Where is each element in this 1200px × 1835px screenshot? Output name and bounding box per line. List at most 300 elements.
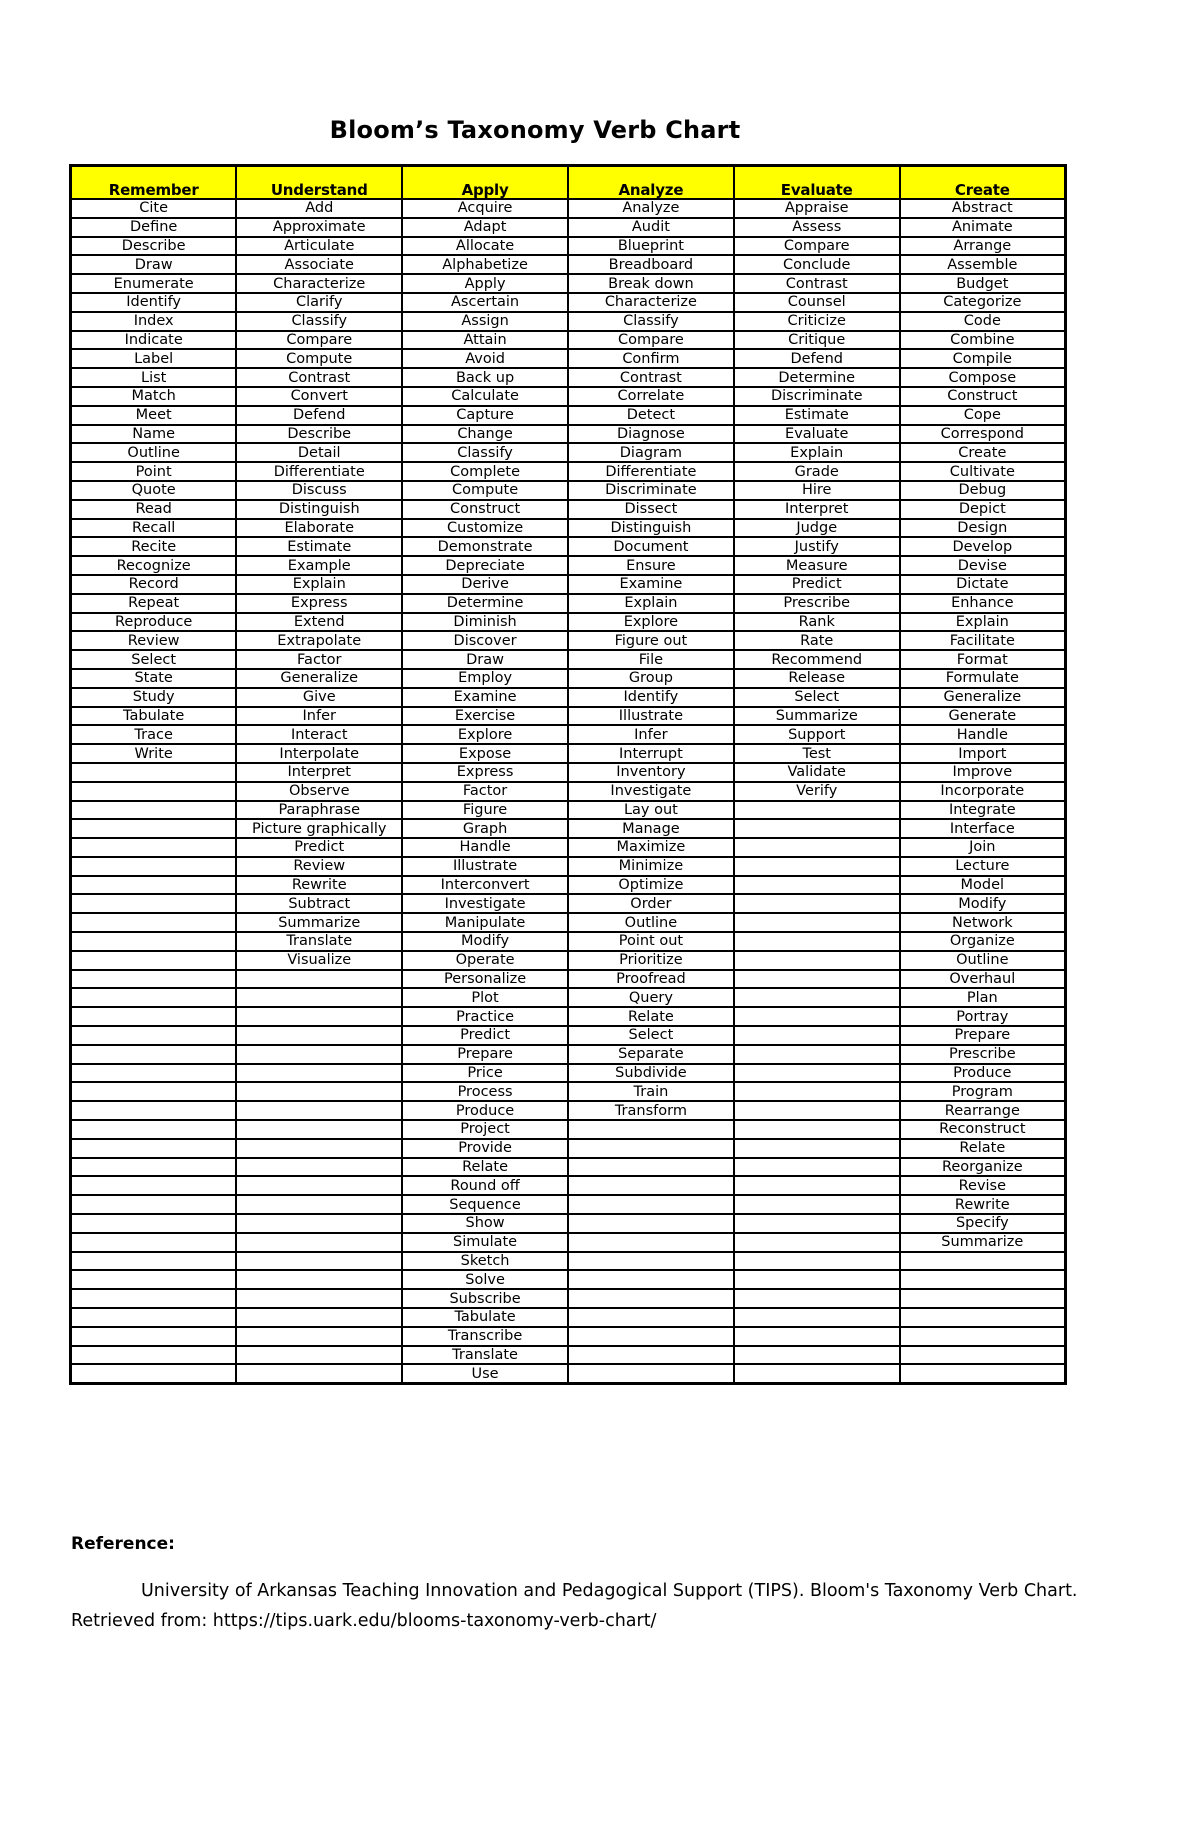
table-cell — [71, 763, 237, 782]
table-row — [71, 782, 1066, 801]
table-cell: Verify — [734, 782, 900, 801]
table-cell: Figure out — [568, 631, 734, 650]
table-row — [71, 1364, 1066, 1383]
table-cell: Facilitate — [900, 631, 1066, 650]
table-cell: Classify — [568, 312, 734, 331]
table-cell: Generalize — [236, 669, 402, 688]
table-cell — [71, 857, 237, 876]
table-row — [71, 237, 1066, 256]
table-cell: Infer — [568, 725, 734, 744]
table-cell — [734, 1120, 900, 1139]
table-cell: Group — [568, 669, 734, 688]
table-cell: Exercise — [402, 707, 568, 726]
table-cell: Practice — [402, 1007, 568, 1026]
table-cell: Reproduce — [71, 613, 237, 632]
table-row — [71, 801, 1066, 820]
table-cell — [71, 1327, 237, 1346]
table-cell: Cope — [900, 406, 1066, 425]
table-cell: Import — [900, 744, 1066, 763]
table-cell: Appraise — [734, 199, 900, 218]
table-cell — [734, 1045, 900, 1064]
table-cell: Interconvert — [402, 876, 568, 895]
table-cell: Prescribe — [734, 594, 900, 613]
table-cell: Critique — [734, 331, 900, 350]
table-cell: Point out — [568, 932, 734, 951]
table-cell: Rearrange — [900, 1101, 1066, 1120]
table-cell: Demonstrate — [402, 537, 568, 556]
table-cell: Modify — [402, 932, 568, 951]
table-row — [71, 293, 1066, 312]
table-cell — [71, 801, 237, 820]
column-header-create: Create — [900, 166, 1066, 200]
table-cell: Abstract — [900, 199, 1066, 218]
table-cell — [734, 876, 900, 895]
table-cell — [568, 1195, 734, 1214]
table-row — [71, 1026, 1066, 1045]
reference-citation: University of Arkansas Teaching Innovation and Pedagogical Support (TIPS). Bloom's Taxonomy Verb Chart. Retrieved from: https://tips.uark.edu/blooms-taxonomy-verb-chart/ — [71, 1581, 1078, 1631]
table-cell: Compare — [568, 331, 734, 350]
table-cell — [734, 1346, 900, 1365]
table-row — [71, 255, 1066, 274]
table-cell — [568, 1158, 734, 1177]
table-cell: Change — [402, 425, 568, 444]
table-row — [71, 988, 1066, 1007]
table-cell: Relate — [568, 1007, 734, 1026]
table-row — [71, 462, 1066, 481]
table-cell: Subdivide — [568, 1064, 734, 1083]
table-cell — [568, 1327, 734, 1346]
table-cell: Point — [71, 462, 237, 481]
table-row — [71, 312, 1066, 331]
table-cell: Modify — [900, 894, 1066, 913]
table-cell: Capture — [402, 406, 568, 425]
table-cell — [236, 988, 402, 1007]
table-cell: Release — [734, 669, 900, 688]
table-cell: Differentiate — [568, 462, 734, 481]
table-cell: Name — [71, 425, 237, 444]
table-cell — [236, 1120, 402, 1139]
table-cell: Expose — [402, 744, 568, 763]
table-cell: Construct — [900, 387, 1066, 406]
table-cell: List — [71, 368, 237, 387]
table-cell: Interpret — [734, 500, 900, 519]
table-cell: Compare — [236, 331, 402, 350]
table-row — [71, 425, 1066, 444]
table-cell: Grade — [734, 462, 900, 481]
table-cell: Join — [900, 838, 1066, 857]
table-cell: Reorganize — [900, 1158, 1066, 1177]
table-cell — [568, 1364, 734, 1383]
table-cell: Graph — [402, 819, 568, 838]
table-cell — [71, 1007, 237, 1026]
table-cell: Subtract — [236, 894, 402, 913]
table-cell — [71, 838, 237, 857]
table-cell: Outline — [71, 443, 237, 462]
table-cell: Indicate — [71, 331, 237, 350]
table-cell — [734, 1082, 900, 1101]
table-row — [71, 819, 1066, 838]
table-cell: Estimate — [734, 406, 900, 425]
table-cell — [71, 819, 237, 838]
table-cell: Conclude — [734, 255, 900, 274]
table-cell: Explain — [734, 443, 900, 462]
table-row — [71, 650, 1066, 669]
table-cell: Budget — [900, 274, 1066, 293]
table-cell: Express — [402, 763, 568, 782]
table-row — [71, 1346, 1066, 1365]
table-cell: Develop — [900, 537, 1066, 556]
table-cell: Order — [568, 894, 734, 913]
column-header-apply: Apply — [402, 166, 568, 200]
table-header-row — [71, 166, 1066, 200]
table-cell: Use — [402, 1364, 568, 1383]
table-cell: Produce — [402, 1101, 568, 1120]
table-cell: Outline — [900, 951, 1066, 970]
table-cell: Document — [568, 537, 734, 556]
table-cell: Determine — [734, 368, 900, 387]
table-row — [71, 951, 1066, 970]
table-cell: Hire — [734, 481, 900, 500]
table-cell: Personalize — [402, 970, 568, 989]
table-cell: Produce — [900, 1064, 1066, 1083]
table-cell: Justify — [734, 537, 900, 556]
table-cell — [734, 1101, 900, 1120]
table-cell: Explain — [568, 594, 734, 613]
table-cell: Study — [71, 688, 237, 707]
table-cell: Prescribe — [900, 1045, 1066, 1064]
table-cell — [236, 1270, 402, 1289]
table-cell: Devise — [900, 556, 1066, 575]
table-cell: Operate — [402, 951, 568, 970]
table-row — [71, 1064, 1066, 1083]
table-cell — [236, 1289, 402, 1308]
table-cell: Handle — [900, 725, 1066, 744]
table-row — [71, 199, 1066, 218]
table-cell — [568, 1120, 734, 1139]
table-row — [71, 1214, 1066, 1233]
table-row — [71, 519, 1066, 538]
table-cell: Analyze — [568, 199, 734, 218]
table-cell: Project — [402, 1120, 568, 1139]
table-row — [71, 1176, 1066, 1195]
table-cell: Describe — [236, 425, 402, 444]
table-cell — [568, 1214, 734, 1233]
table-row — [71, 218, 1066, 237]
table-cell: Show — [402, 1214, 568, 1233]
table-cell: Recite — [71, 537, 237, 556]
table-cell — [734, 913, 900, 932]
table-cell: Test — [734, 744, 900, 763]
table-cell — [734, 1139, 900, 1158]
table-cell: Differentiate — [236, 462, 402, 481]
table-cell: Classify — [402, 443, 568, 462]
table-cell: Portray — [900, 1007, 1066, 1026]
table-cell: Counsel — [734, 293, 900, 312]
table-cell: Identify — [71, 293, 237, 312]
table-cell — [734, 1364, 900, 1383]
table-cell — [568, 1252, 734, 1271]
table-cell — [734, 932, 900, 951]
table-row — [71, 537, 1066, 556]
table-cell: Rate — [734, 631, 900, 650]
column-header-remember: Remember — [71, 166, 237, 200]
table-cell: Describe — [71, 237, 237, 256]
table-cell: Convert — [236, 387, 402, 406]
table-cell: Incorporate — [900, 782, 1066, 801]
table-row — [71, 913, 1066, 932]
table-cell: Index — [71, 312, 237, 331]
table-cell — [900, 1270, 1066, 1289]
table-cell: Predict — [402, 1026, 568, 1045]
table-cell: Enumerate — [71, 274, 237, 293]
table-cell — [568, 1233, 734, 1252]
table-cell — [71, 1139, 237, 1158]
table-cell — [71, 1252, 237, 1271]
table-cell: Evaluate — [734, 425, 900, 444]
table-row — [71, 556, 1066, 575]
table-cell: Discover — [402, 631, 568, 650]
table-cell: Illustrate — [568, 707, 734, 726]
table-cell — [71, 1158, 237, 1177]
table-cell — [734, 1233, 900, 1252]
table-cell — [236, 1364, 402, 1383]
table-cell: Detect — [568, 406, 734, 425]
table-cell: Measure — [734, 556, 900, 575]
table-cell: Detail — [236, 443, 402, 462]
table-cell — [236, 1327, 402, 1346]
table-cell: Draw — [402, 650, 568, 669]
table-cell: Debug — [900, 481, 1066, 500]
table-cell: Construct — [402, 500, 568, 519]
table-cell — [568, 1289, 734, 1308]
table-cell: Add — [236, 199, 402, 218]
table-cell: Model — [900, 876, 1066, 895]
table-cell: Back up — [402, 368, 568, 387]
table-cell: Example — [236, 556, 402, 575]
table-cell: Outline — [568, 913, 734, 932]
table-cell: Paraphrase — [236, 801, 402, 820]
table-cell: Depict — [900, 500, 1066, 519]
table-cell: Factor — [402, 782, 568, 801]
table-row — [71, 1252, 1066, 1271]
table-cell: State — [71, 669, 237, 688]
table-cell: Reconstruct — [900, 1120, 1066, 1139]
table-cell: Generate — [900, 707, 1066, 726]
table-cell: Apply — [402, 274, 568, 293]
table-cell: Discriminate — [568, 481, 734, 500]
table-cell: Translate — [236, 932, 402, 951]
table-cell: Tabulate — [71, 707, 237, 726]
table-cell: Organize — [900, 932, 1066, 951]
table-row — [71, 387, 1066, 406]
table-cell: Inventory — [568, 763, 734, 782]
table-cell: Summarize — [236, 913, 402, 932]
table-cell: Translate — [402, 1346, 568, 1365]
table-cell: Assemble — [900, 255, 1066, 274]
table-row — [71, 876, 1066, 895]
table-row — [71, 1082, 1066, 1101]
table-cell: Quote — [71, 481, 237, 500]
table-cell: Defend — [734, 349, 900, 368]
table-cell — [236, 1101, 402, 1120]
table-cell: Illustrate — [402, 857, 568, 876]
table-cell: Recommend — [734, 650, 900, 669]
table-cell: Categorize — [900, 293, 1066, 312]
table-cell: Adapt — [402, 218, 568, 237]
table-cell: Complete — [402, 462, 568, 481]
table-cell — [71, 1346, 237, 1365]
table-cell: Estimate — [236, 537, 402, 556]
table-cell — [71, 1289, 237, 1308]
table-cell — [71, 951, 237, 970]
table-cell: Proofread — [568, 970, 734, 989]
table-cell — [734, 819, 900, 838]
table-cell: Compile — [900, 349, 1066, 368]
table-cell: Optimize — [568, 876, 734, 895]
table-cell: Read — [71, 500, 237, 519]
table-cell: Support — [734, 725, 900, 744]
table-cell — [236, 1346, 402, 1365]
table-cell: Format — [900, 650, 1066, 669]
table-row — [71, 1289, 1066, 1308]
table-row — [71, 1270, 1066, 1289]
table-cell — [71, 894, 237, 913]
table-cell — [900, 1308, 1066, 1327]
table-cell: Distinguish — [236, 500, 402, 519]
table-cell: Examine — [568, 575, 734, 594]
table-cell: Relate — [900, 1139, 1066, 1158]
table-row — [71, 331, 1066, 350]
table-body — [71, 199, 1066, 1384]
table-cell: Assess — [734, 218, 900, 237]
table-row — [71, 669, 1066, 688]
table-cell: Defend — [236, 406, 402, 425]
column-header-analyze: Analyze — [568, 166, 734, 200]
table-cell: Arrange — [900, 237, 1066, 256]
table-cell — [236, 1308, 402, 1327]
table-cell: Contrast — [568, 368, 734, 387]
table-cell: Rewrite — [900, 1195, 1066, 1214]
table-cell — [71, 1064, 237, 1083]
table-cell: Contrast — [734, 274, 900, 293]
table-cell — [900, 1289, 1066, 1308]
table-cell — [236, 970, 402, 989]
table-cell — [71, 988, 237, 1007]
table-cell — [236, 1007, 402, 1026]
table-cell: Plot — [402, 988, 568, 1007]
table-cell — [71, 1176, 237, 1195]
table-cell: Interpret — [236, 763, 402, 782]
table-cell: Prioritize — [568, 951, 734, 970]
table-cell: Combine — [900, 331, 1066, 350]
table-cell — [734, 1289, 900, 1308]
table-cell — [734, 1327, 900, 1346]
table-cell — [236, 1214, 402, 1233]
table-cell — [900, 1252, 1066, 1271]
table-row — [71, 1308, 1066, 1327]
table-cell: Train — [568, 1082, 734, 1101]
table-cell: Observe — [236, 782, 402, 801]
table-cell: Correspond — [900, 425, 1066, 444]
table-row — [71, 1158, 1066, 1177]
table-row — [71, 688, 1066, 707]
table-cell: Associate — [236, 255, 402, 274]
table-row — [71, 1139, 1066, 1158]
table-cell — [71, 1195, 237, 1214]
table-cell: Network — [900, 913, 1066, 932]
table-cell: Articulate — [236, 237, 402, 256]
table-cell: Prepare — [402, 1045, 568, 1064]
table-cell: Rank — [734, 613, 900, 632]
table-cell — [734, 1007, 900, 1026]
table-cell: Investigate — [568, 782, 734, 801]
table-cell — [71, 1101, 237, 1120]
table-cell: Examine — [402, 688, 568, 707]
table-cell: Manipulate — [402, 913, 568, 932]
table-cell: Identify — [568, 688, 734, 707]
table-cell — [236, 1026, 402, 1045]
table-cell: Select — [734, 688, 900, 707]
table-cell: Discriminate — [734, 387, 900, 406]
table-cell: Program — [900, 1082, 1066, 1101]
table-cell: Recall — [71, 519, 237, 538]
table-cell: Enhance — [900, 594, 1066, 613]
table-row — [71, 970, 1066, 989]
table-cell — [734, 951, 900, 970]
table-row — [71, 349, 1066, 368]
table-cell: Elaborate — [236, 519, 402, 538]
table-cell — [71, 1364, 237, 1383]
table-cell: Handle — [402, 838, 568, 857]
table-cell — [71, 970, 237, 989]
table-cell — [734, 838, 900, 857]
table-cell: Process — [402, 1082, 568, 1101]
table-cell — [734, 1064, 900, 1083]
table-cell: Avoid — [402, 349, 568, 368]
table-row — [71, 838, 1066, 857]
table-cell — [71, 1026, 237, 1045]
table-cell: Extend — [236, 613, 402, 632]
table-cell — [734, 857, 900, 876]
table-cell: Animate — [900, 218, 1066, 237]
table-cell — [71, 1120, 237, 1139]
table-cell: Dictate — [900, 575, 1066, 594]
table-cell: Select — [71, 650, 237, 669]
table-cell — [71, 1045, 237, 1064]
table-cell — [568, 1346, 734, 1365]
table-row — [71, 481, 1066, 500]
column-header-understand: Understand — [236, 166, 402, 200]
table-cell: Attain — [402, 331, 568, 350]
table-cell: Figure — [402, 801, 568, 820]
table-row — [71, 443, 1066, 462]
table-cell: Acquire — [402, 199, 568, 218]
table-row — [71, 932, 1066, 951]
table-cell: Transform — [568, 1101, 734, 1120]
table-row — [71, 500, 1066, 519]
table-cell — [236, 1158, 402, 1177]
table-row — [71, 725, 1066, 744]
table-row — [71, 1233, 1066, 1252]
table-cell: Lecture — [900, 857, 1066, 876]
table-cell — [734, 1195, 900, 1214]
table-cell: Relate — [402, 1158, 568, 1177]
table-cell — [734, 988, 900, 1007]
table-cell — [236, 1252, 402, 1271]
table-cell: Ensure — [568, 556, 734, 575]
table-cell: Price — [402, 1064, 568, 1083]
table-cell: Give — [236, 688, 402, 707]
